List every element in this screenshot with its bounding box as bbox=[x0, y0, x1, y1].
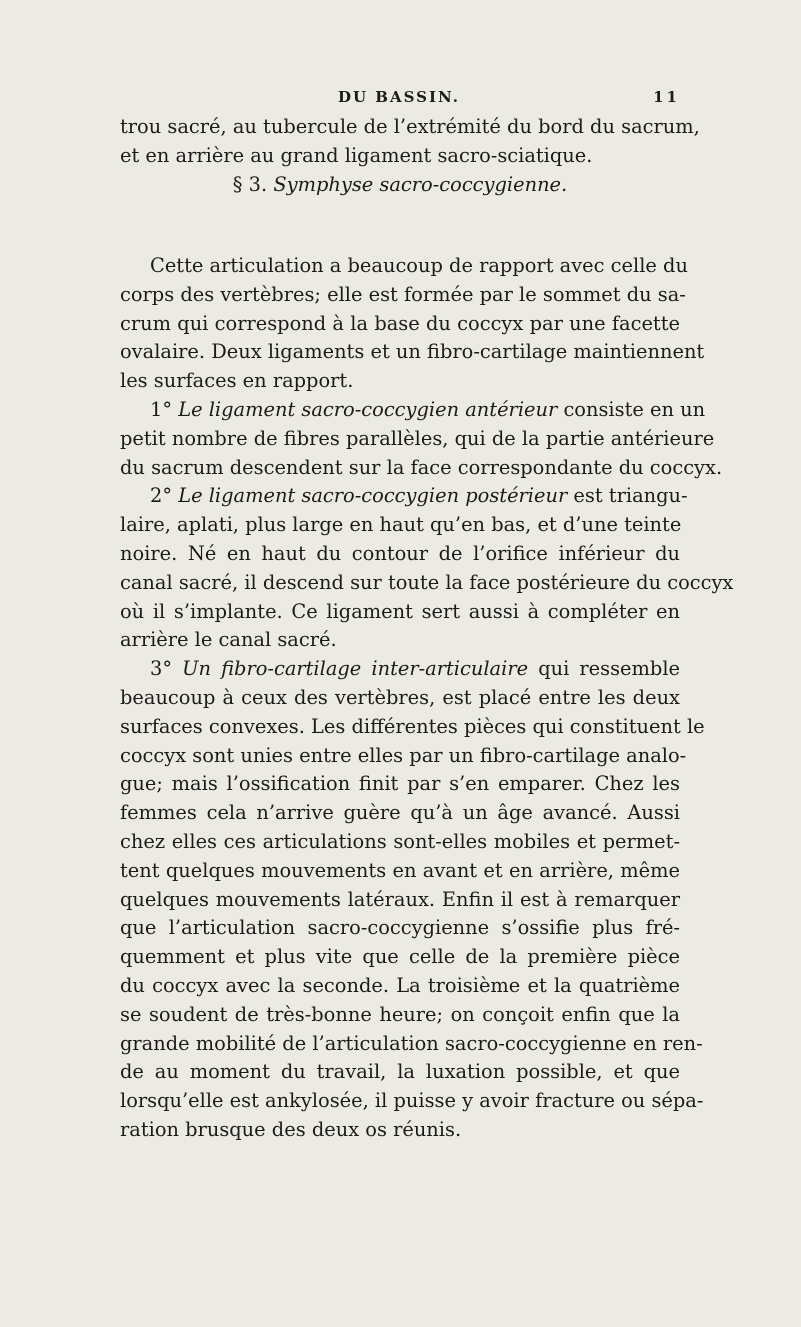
text-line: beaucoup à ceux des vertèbres, est placé entre les deux bbox=[120, 685, 680, 709]
text-line: de au moment du travail, la luxation possible, et que bbox=[120, 1060, 680, 1084]
item-first-line bbox=[120, 482, 688, 511]
text-line: arrière le canal sacré. bbox=[120, 628, 337, 652]
text-line: petit nombre de fibres parallèles, qui de la partie antérieure bbox=[120, 426, 715, 450]
text-line: ration brusque des deux os réunis. bbox=[120, 1117, 462, 1141]
item-number: 1° bbox=[150, 397, 173, 421]
text-line: trou sacré, au tubercule de l’extrémité du bord du sacrum, bbox=[120, 115, 700, 138]
item-term: Le ligament sacro-coccygien antérieur bbox=[178, 397, 558, 421]
text-line: du coccyx avec la seconde. La troisième et la quatrième bbox=[120, 973, 680, 997]
text-line: que l’articulation sacro-coccygienne s’ossifie plus fré- bbox=[120, 916, 680, 940]
item-text: est triangu- bbox=[573, 484, 688, 508]
item-number: 2° bbox=[150, 484, 173, 508]
body-text bbox=[120, 252, 734, 1145]
text-line: corps des vertèbres; elle est formée par le sommet du sa- bbox=[120, 282, 686, 306]
text-line: crum qui correspond à la base du coccyx par une facette bbox=[120, 311, 680, 335]
item-first-line bbox=[120, 655, 680, 684]
text-line: laire, aplati, plus large en haut qu’en bas, et d’une teinte bbox=[120, 513, 682, 537]
text-line: noire. Né en haut du contour de l’orifice inférieur du bbox=[120, 541, 680, 565]
section-number: § 3. bbox=[232, 173, 268, 196]
section-heading bbox=[120, 173, 680, 196]
text-line: où il s’implante. Ce ligament sert aussi à compléter en bbox=[120, 599, 680, 623]
text-line: grande mobilité de l’articulation sacro-coccygienne en ren- bbox=[120, 1031, 703, 1055]
item-first-line bbox=[120, 396, 706, 425]
text-line: surfaces convexes. Les différentes pièces qui constituent le bbox=[120, 714, 705, 738]
page-number: 11 bbox=[653, 88, 680, 106]
text-line: coccyx sont unies entre elles par un fibro-cartilage analo- bbox=[120, 743, 687, 767]
text-line: femmes cela n’arrive guère qu’à un âge avancé. Aussi bbox=[120, 801, 680, 825]
text-line: gue; mais l’ossification finit par s’en emparer. Chez les bbox=[120, 772, 680, 796]
running-head-title: DU BASSIN. bbox=[338, 88, 460, 106]
item-number: 3° bbox=[150, 657, 173, 681]
item-text: consiste en un bbox=[563, 397, 706, 421]
text-line: tent quelques mouvements en avant et en arrière, même bbox=[120, 858, 680, 882]
section-title: Symphyse sacro-coccygienne. bbox=[273, 173, 568, 196]
text-line: canal sacré, il descend sur toute la face postérieure du coccyx bbox=[120, 570, 734, 594]
item-term: Le ligament sacro-coccygien postérieur bbox=[178, 484, 568, 508]
text-line: se soudent de très-bonne heure; on conçoit enfin que la bbox=[120, 1002, 680, 1026]
text-line: les surfaces en rapport. bbox=[120, 369, 354, 393]
item-term: Un fibro-cartilage inter-articulaire bbox=[182, 657, 529, 681]
intro-text bbox=[120, 113, 700, 171]
text-line: chez elles ces articulations sont-elles mobiles et permet- bbox=[120, 829, 680, 853]
item-text: qui ressemble bbox=[538, 657, 680, 681]
text-line: Cette articulation a beaucoup de rapport avec celle du bbox=[150, 254, 688, 277]
text-line: quemment et plus vite que celle de la première pièce bbox=[120, 945, 680, 969]
text-line: quelques mouvements latéraux. Enfin il est à remarquer bbox=[120, 887, 680, 911]
text-line: et en arrière au grand ligament sacro-sciatique. bbox=[120, 143, 593, 167]
text-line: lorsqu’elle est ankylosée, il puisse y avoir fracture ou sépa- bbox=[120, 1089, 704, 1113]
text-line: du sacrum descendent sur la face correspondante du coccyx. bbox=[120, 455, 723, 479]
text-line: ovalaire. Deux ligaments et un fibro-cartilage maintiennent bbox=[120, 340, 705, 364]
